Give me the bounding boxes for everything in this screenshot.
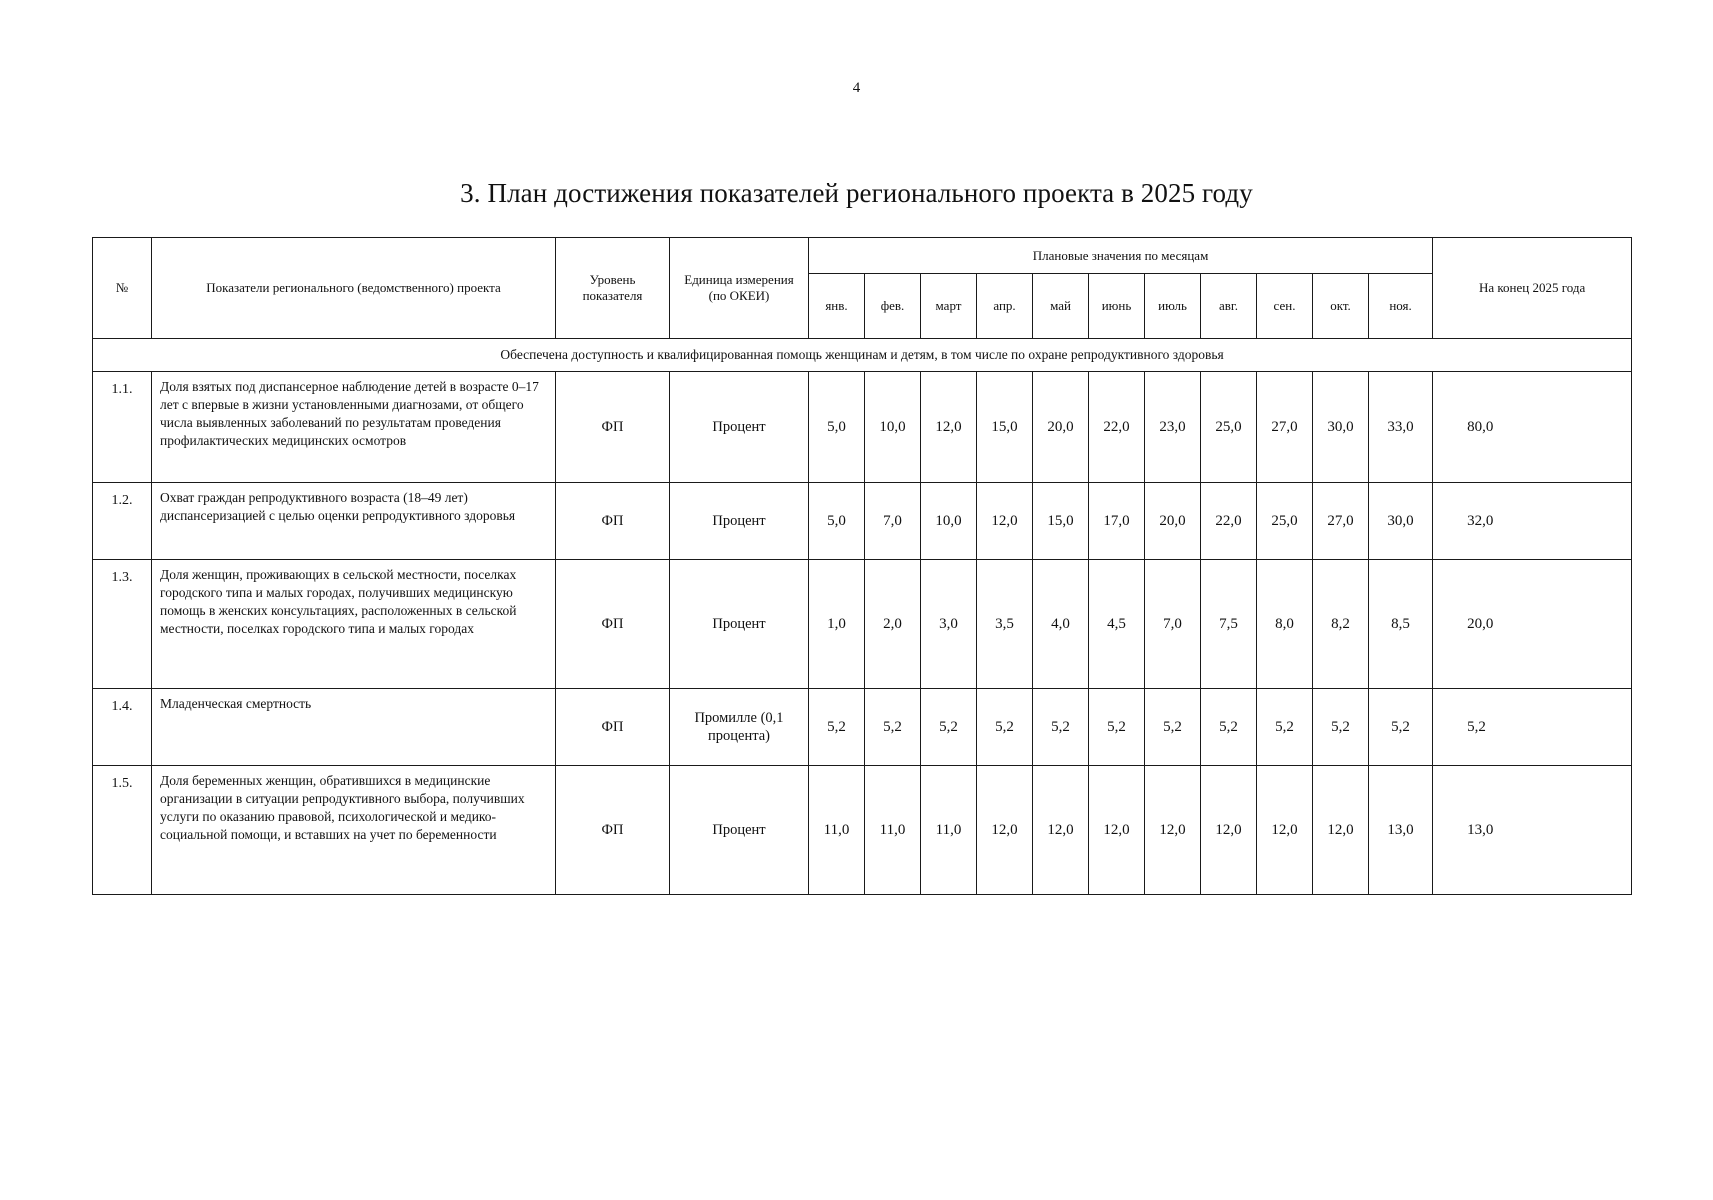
header-number: № bbox=[93, 238, 152, 339]
month-value: 12,0 bbox=[1313, 766, 1369, 895]
month-value: 12,0 bbox=[1145, 766, 1201, 895]
month-value: 20,0 bbox=[1033, 372, 1089, 483]
month-value: 12,0 bbox=[1089, 766, 1145, 895]
header-month: янв. bbox=[809, 274, 865, 339]
header-level: Уровень показателя bbox=[556, 238, 670, 339]
month-value: 5,2 bbox=[865, 689, 921, 766]
indicator-name: Охват граждан репродуктивного возраста (18–49 лет) диспансеризацией с целью оценки репродуктивного здоровья bbox=[152, 483, 556, 560]
header-month: окт. bbox=[1313, 274, 1369, 339]
indicator-unit: Процент bbox=[670, 766, 809, 895]
month-value: 12,0 bbox=[1033, 766, 1089, 895]
month-value: 30,0 bbox=[1369, 483, 1433, 560]
month-value: 4,5 bbox=[1089, 560, 1145, 689]
month-value: 7,0 bbox=[865, 483, 921, 560]
header-indicator: Показатели регионального (ведомственного) проекта bbox=[152, 238, 556, 339]
indicator-level: ФП bbox=[556, 560, 670, 689]
month-value: 5,2 bbox=[1257, 689, 1313, 766]
month-value: 5,2 bbox=[1145, 689, 1201, 766]
month-value: 12,0 bbox=[977, 483, 1033, 560]
row-number: 1.2. bbox=[93, 483, 152, 560]
month-value: 33,0 bbox=[1369, 372, 1433, 483]
month-value: 20,0 bbox=[1145, 483, 1201, 560]
month-value: 5,2 bbox=[1313, 689, 1369, 766]
indicator-unit: Промилле (0,1 процента) bbox=[670, 689, 809, 766]
table-row bbox=[93, 766, 1632, 895]
row-number: 1.4. bbox=[93, 689, 152, 766]
month-value: 27,0 bbox=[1257, 372, 1313, 483]
month-value: 25,0 bbox=[1201, 372, 1257, 483]
month-value: 15,0 bbox=[977, 372, 1033, 483]
indicators-plan-table bbox=[92, 237, 1632, 895]
month-value: 12,0 bbox=[1257, 766, 1313, 895]
indicator-name: Доля беременных женщин, обратившихся в медицинские организации в ситуации репродуктивного выбора, получивших услуги по оказанию правовой, психологической и медико-социальной помощи, и вставших на учет по беременности bbox=[152, 766, 556, 895]
month-value: 5,2 bbox=[809, 689, 865, 766]
month-value: 27,0 bbox=[1313, 483, 1369, 560]
header-month: июль bbox=[1145, 274, 1201, 339]
indicator-unit: Процент bbox=[670, 372, 809, 483]
month-value: 8,0 bbox=[1257, 560, 1313, 689]
month-value: 23,0 bbox=[1145, 372, 1201, 483]
month-value: 5,2 bbox=[977, 689, 1033, 766]
document-title: 3. План достижения показателей регионального проекта в 2025 году bbox=[460, 178, 1253, 208]
year-end-value: 80,0 bbox=[1433, 372, 1632, 483]
year-end-value: 32,0 bbox=[1433, 483, 1632, 560]
indicator-name: Младенческая смертность bbox=[152, 689, 556, 766]
month-value: 12,0 bbox=[921, 372, 977, 483]
header-month: ноя. bbox=[1369, 274, 1433, 339]
month-value: 22,0 bbox=[1201, 483, 1257, 560]
month-value: 10,0 bbox=[921, 483, 977, 560]
table-row bbox=[93, 372, 1632, 483]
header-month: апр. bbox=[977, 274, 1033, 339]
month-value: 8,5 bbox=[1369, 560, 1433, 689]
month-value: 1,0 bbox=[809, 560, 865, 689]
month-value: 12,0 bbox=[977, 766, 1033, 895]
month-value: 5,0 bbox=[809, 483, 865, 560]
indicator-level: ФП bbox=[556, 483, 670, 560]
month-value: 10,0 bbox=[865, 372, 921, 483]
year-end-value: 5,2 bbox=[1433, 689, 1632, 766]
row-number: 1.1. bbox=[93, 372, 152, 483]
month-value: 11,0 bbox=[865, 766, 921, 895]
month-value: 5,2 bbox=[1369, 689, 1433, 766]
row-number: 1.5. bbox=[93, 766, 152, 895]
month-value: 12,0 bbox=[1201, 766, 1257, 895]
header-month: авг. bbox=[1201, 274, 1257, 339]
month-value: 7,5 bbox=[1201, 560, 1257, 689]
indicator-unit: Процент bbox=[670, 483, 809, 560]
month-value: 11,0 bbox=[921, 766, 977, 895]
header-planned-values: Плановые значения по месяцам bbox=[809, 238, 1433, 274]
month-value: 5,2 bbox=[1201, 689, 1257, 766]
header-year-end: На конец 2025 года bbox=[1433, 238, 1632, 339]
table-row bbox=[93, 483, 1632, 560]
header-month: сен. bbox=[1257, 274, 1313, 339]
month-value: 5,2 bbox=[921, 689, 977, 766]
month-value: 2,0 bbox=[865, 560, 921, 689]
month-value: 11,0 bbox=[809, 766, 865, 895]
page-number: 4 bbox=[852, 80, 861, 96]
month-value: 7,0 bbox=[1145, 560, 1201, 689]
month-value: 22,0 bbox=[1089, 372, 1145, 483]
month-value: 13,0 bbox=[1369, 766, 1433, 895]
indicator-level: ФП bbox=[556, 766, 670, 895]
month-value: 4,0 bbox=[1033, 560, 1089, 689]
header-unit: Единица измерения (по ОКЕИ) bbox=[670, 238, 809, 339]
header-month: фев. bbox=[865, 274, 921, 339]
indicator-name: Доля взятых под диспансерное наблюдение детей в возрасте 0–17 лет с впервые в жизни установленными диагнозами, от общего числа выявленных заболеваний по результатам проведения профилактических медицинских осмотров bbox=[152, 372, 556, 483]
header-month: июнь bbox=[1089, 274, 1145, 339]
indicator-name: Доля женщин, проживающих в сельской местности, поселках городского типа и малых городах, получивших медицинскую помощь в женских консультациях, расположенных в сельской местности, поселках городского типа и малых городах bbox=[152, 560, 556, 689]
month-value: 17,0 bbox=[1089, 483, 1145, 560]
header-month: март bbox=[921, 274, 977, 339]
table-row bbox=[93, 560, 1632, 689]
header-month: май bbox=[1033, 274, 1089, 339]
indicator-level: ФП bbox=[556, 372, 670, 483]
section-heading: Обеспечена доступность и квалифицированная помощь женщинам и детям, в том числе по охране репродуктивного здоровья bbox=[93, 339, 1632, 372]
month-value: 25,0 bbox=[1257, 483, 1313, 560]
month-value: 5,0 bbox=[809, 372, 865, 483]
table-row bbox=[93, 689, 1632, 766]
month-value: 30,0 bbox=[1313, 372, 1369, 483]
month-value: 5,2 bbox=[1089, 689, 1145, 766]
month-value: 5,2 bbox=[1033, 689, 1089, 766]
row-number: 1.3. bbox=[93, 560, 152, 689]
month-value: 8,2 bbox=[1313, 560, 1369, 689]
year-end-value: 20,0 bbox=[1433, 560, 1632, 689]
month-value: 3,5 bbox=[977, 560, 1033, 689]
month-value: 15,0 bbox=[1033, 483, 1089, 560]
indicator-level: ФП bbox=[556, 689, 670, 766]
indicator-unit: Процент bbox=[670, 560, 809, 689]
month-value: 3,0 bbox=[921, 560, 977, 689]
year-end-value: 13,0 bbox=[1433, 766, 1632, 895]
